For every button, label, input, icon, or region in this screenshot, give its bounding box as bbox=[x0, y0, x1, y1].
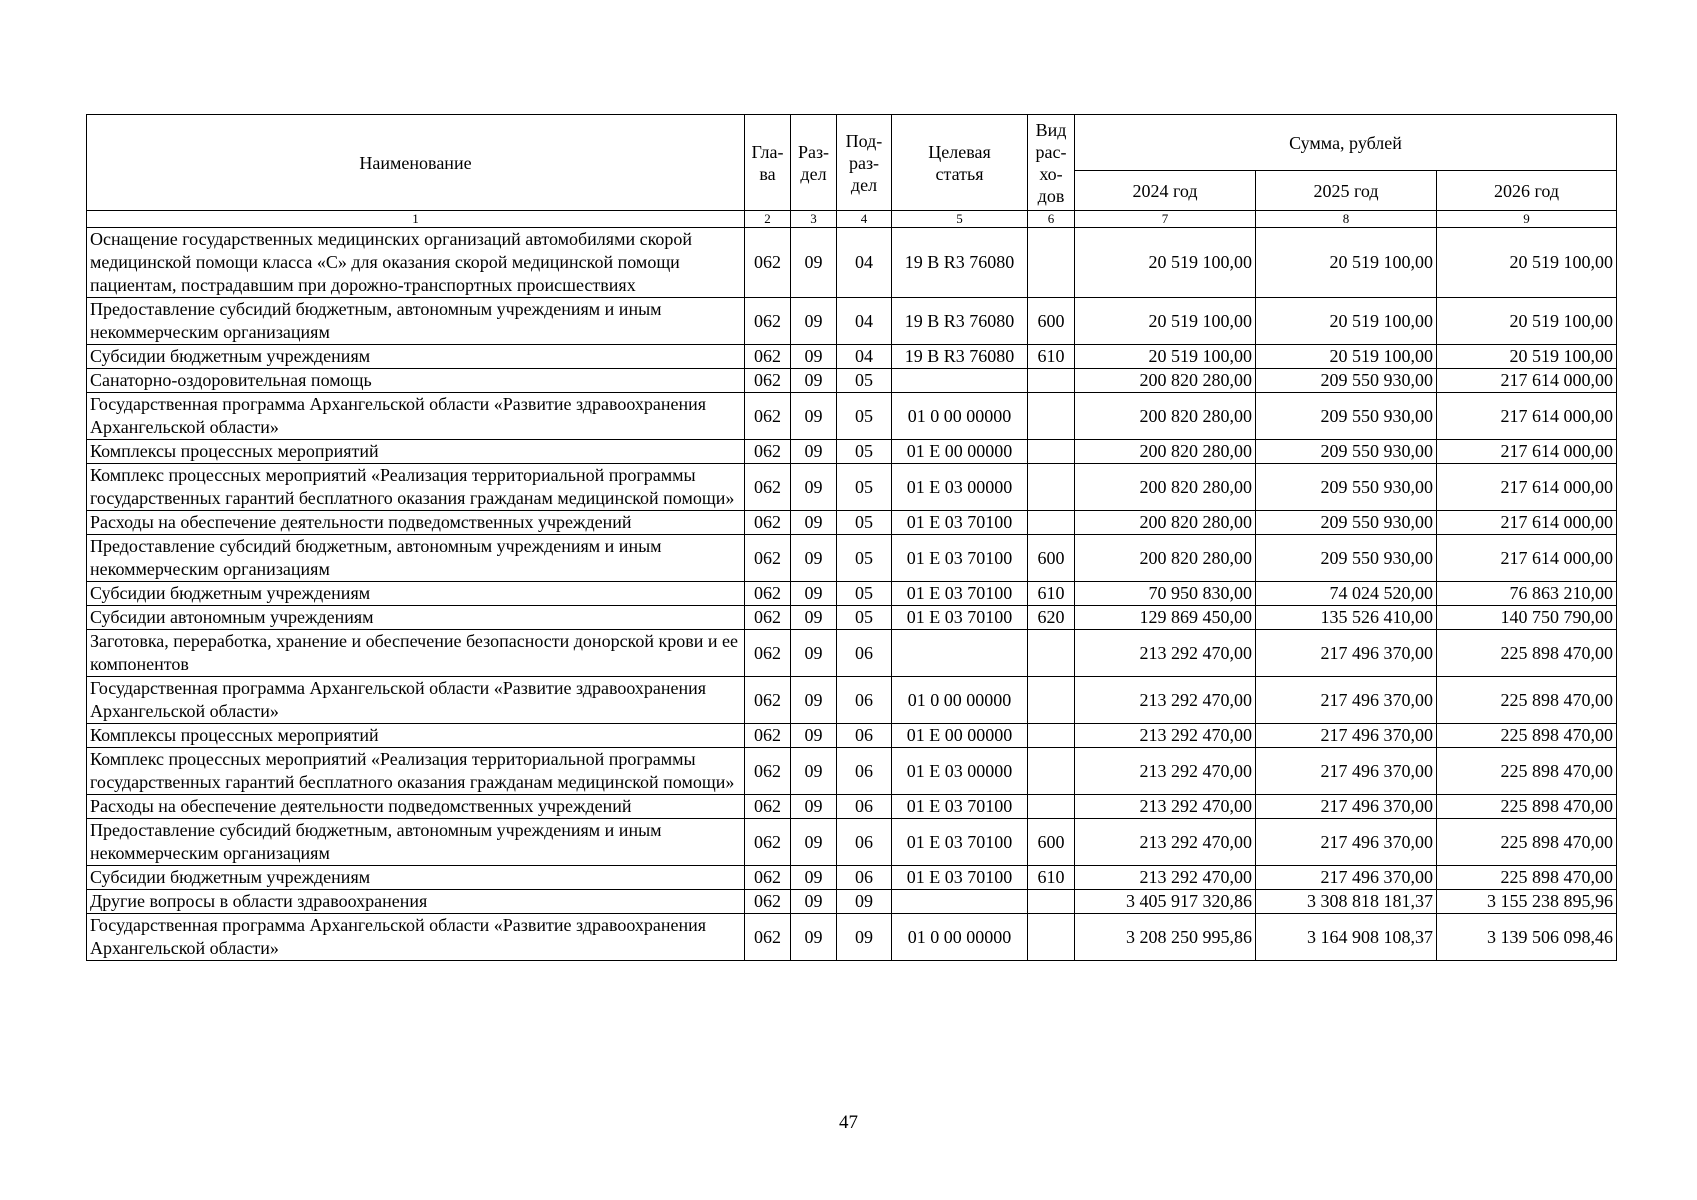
row-razdel: 09 bbox=[791, 535, 837, 582]
row-target-article bbox=[892, 369, 1028, 393]
row-amount-2026: 217 614 000,00 bbox=[1437, 369, 1617, 393]
table-row bbox=[87, 582, 1617, 606]
row-amount-2024: 20 519 100,00 bbox=[1075, 298, 1256, 345]
column-numbers-row bbox=[87, 211, 1617, 228]
row-amount-2024: 3 405 917 320,86 bbox=[1075, 890, 1256, 914]
row-podrazdel: 05 bbox=[837, 606, 892, 630]
row-razdel: 09 bbox=[791, 582, 837, 606]
row-name: Оснащение государственных медицинских организаций автомобилями скорой медицинской помощи класса «С» для оказания скорой медицинской помощи пациентам, пострадавшим при дорожно-транспортных происшествиях bbox=[87, 228, 745, 298]
row-razdel: 09 bbox=[791, 511, 837, 535]
column-number: 2 bbox=[745, 211, 791, 228]
table-row bbox=[87, 345, 1617, 369]
row-amount-2025: 217 496 370,00 bbox=[1256, 866, 1437, 890]
row-glava: 062 bbox=[745, 819, 791, 866]
row-razdel: 09 bbox=[791, 914, 837, 961]
row-podrazdel: 04 bbox=[837, 298, 892, 345]
row-target-article: 01 Е 03 70100 bbox=[892, 606, 1028, 630]
row-amount-2026: 225 898 470,00 bbox=[1437, 630, 1617, 677]
row-name: Предоставление субсидий бюджетным, автономным учреждениям и иным некоммерческим организациям bbox=[87, 298, 745, 345]
row-target-article bbox=[892, 890, 1028, 914]
row-razdel: 09 bbox=[791, 677, 837, 724]
row-amount-2024: 213 292 470,00 bbox=[1075, 819, 1256, 866]
row-expense-type bbox=[1028, 677, 1075, 724]
row-glava: 062 bbox=[745, 866, 791, 890]
table-row bbox=[87, 677, 1617, 724]
row-expense-type: 620 bbox=[1028, 606, 1075, 630]
table-row bbox=[87, 914, 1617, 961]
row-amount-2026: 3 155 238 895,96 bbox=[1437, 890, 1617, 914]
row-name: Комплексы процессных мероприятий bbox=[87, 440, 745, 464]
table-row bbox=[87, 511, 1617, 535]
row-name: Расходы на обеспечение деятельности подведомственных учреждений bbox=[87, 795, 745, 819]
row-amount-2025: 217 496 370,00 bbox=[1256, 630, 1437, 677]
row-target-article: 01 Е 03 70100 bbox=[892, 511, 1028, 535]
page-number: 47 bbox=[839, 1112, 858, 1133]
row-glava: 062 bbox=[745, 464, 791, 511]
table-row bbox=[87, 819, 1617, 866]
row-podrazdel: 05 bbox=[837, 440, 892, 464]
row-amount-2026: 76 863 210,00 bbox=[1437, 582, 1617, 606]
row-amount-2025: 217 496 370,00 bbox=[1256, 795, 1437, 819]
row-expense-type bbox=[1028, 748, 1075, 795]
row-razdel: 09 bbox=[791, 464, 837, 511]
row-amount-2025: 209 550 930,00 bbox=[1256, 511, 1437, 535]
row-amount-2024: 213 292 470,00 bbox=[1075, 795, 1256, 819]
row-expense-type: 610 bbox=[1028, 345, 1075, 369]
row-name: Государственная программа Архангельской области «Развитие здравоохранения Архангельской области» bbox=[87, 393, 745, 440]
row-razdel: 09 bbox=[791, 795, 837, 819]
row-target-article: 19 В R3 76080 bbox=[892, 298, 1028, 345]
table-row bbox=[87, 440, 1617, 464]
table-row bbox=[87, 890, 1617, 914]
row-expense-type bbox=[1028, 795, 1075, 819]
row-amount-2025: 217 496 370,00 bbox=[1256, 819, 1437, 866]
table-row bbox=[87, 606, 1617, 630]
row-amount-2024: 200 820 280,00 bbox=[1075, 464, 1256, 511]
row-amount-2026: 225 898 470,00 bbox=[1437, 748, 1617, 795]
column-number: 6 bbox=[1028, 211, 1075, 228]
row-target-article: 01 Е 00 00000 bbox=[892, 440, 1028, 464]
row-target-article: 01 Е 03 70100 bbox=[892, 535, 1028, 582]
row-name: Государственная программа Архангельской области «Развитие здравоохранения Архангельской области» bbox=[87, 914, 745, 961]
row-target-article: 01 Е 03 70100 bbox=[892, 795, 1028, 819]
row-expense-type bbox=[1028, 914, 1075, 961]
row-glava: 062 bbox=[745, 890, 791, 914]
row-amount-2026: 3 139 506 098,46 bbox=[1437, 914, 1617, 961]
row-podrazdel: 05 bbox=[837, 582, 892, 606]
row-razdel: 09 bbox=[791, 748, 837, 795]
row-target-article: 01 0 00 00000 bbox=[892, 393, 1028, 440]
row-name: Субсидии бюджетным учреждениям bbox=[87, 866, 745, 890]
row-amount-2025: 3 308 818 181,37 bbox=[1256, 890, 1437, 914]
column-number: 9 bbox=[1437, 211, 1617, 228]
row-name: Комплекс процессных мероприятий «Реализация территориальной программы государственных гарантий бесплатного оказания гражданам медицинской помощи» bbox=[87, 748, 745, 795]
row-glava: 062 bbox=[745, 228, 791, 298]
column-number: 5 bbox=[892, 211, 1028, 228]
header-name: Наименование bbox=[87, 115, 745, 211]
header-vid: Вид рас- хо- дов bbox=[1028, 115, 1075, 211]
row-podrazdel: 06 bbox=[837, 819, 892, 866]
row-name: Расходы на обеспечение деятельности подведомственных учреждений bbox=[87, 511, 745, 535]
row-amount-2025: 217 496 370,00 bbox=[1256, 677, 1437, 724]
row-glava: 062 bbox=[745, 724, 791, 748]
table-row bbox=[87, 298, 1617, 345]
row-glava: 062 bbox=[745, 795, 791, 819]
row-amount-2026: 225 898 470,00 bbox=[1437, 866, 1617, 890]
row-amount-2026: 217 614 000,00 bbox=[1437, 440, 1617, 464]
table-row bbox=[87, 630, 1617, 677]
row-target-article: 01 Е 03 00000 bbox=[892, 748, 1028, 795]
column-number: 7 bbox=[1075, 211, 1256, 228]
row-podrazdel: 06 bbox=[837, 795, 892, 819]
row-amount-2026: 225 898 470,00 bbox=[1437, 724, 1617, 748]
row-amount-2026: 217 614 000,00 bbox=[1437, 393, 1617, 440]
row-razdel: 09 bbox=[791, 819, 837, 866]
row-target-article: 01 Е 00 00000 bbox=[892, 724, 1028, 748]
row-expense-type bbox=[1028, 228, 1075, 298]
header-razdel: Раз- дел bbox=[791, 115, 837, 211]
row-razdel: 09 bbox=[791, 630, 837, 677]
row-amount-2024: 3 208 250 995,86 bbox=[1075, 914, 1256, 961]
row-amount-2025: 74 024 520,00 bbox=[1256, 582, 1437, 606]
header-target: Целевая статья bbox=[892, 115, 1028, 211]
row-amount-2026: 217 614 000,00 bbox=[1437, 535, 1617, 582]
row-target-article: 19 В R3 76080 bbox=[892, 345, 1028, 369]
row-razdel: 09 bbox=[791, 369, 837, 393]
row-amount-2025: 209 550 930,00 bbox=[1256, 440, 1437, 464]
row-podrazdel: 05 bbox=[837, 393, 892, 440]
row-name: Субсидии бюджетным учреждениям bbox=[87, 345, 745, 369]
row-podrazdel: 06 bbox=[837, 866, 892, 890]
row-expense-type bbox=[1028, 511, 1075, 535]
row-razdel: 09 bbox=[791, 228, 837, 298]
row-glava: 062 bbox=[745, 630, 791, 677]
table-row bbox=[87, 535, 1617, 582]
row-razdel: 09 bbox=[791, 345, 837, 369]
row-amount-2024: 200 820 280,00 bbox=[1075, 440, 1256, 464]
row-target-article bbox=[892, 630, 1028, 677]
header-year-2025: 2025 год bbox=[1256, 171, 1437, 211]
row-glava: 062 bbox=[745, 606, 791, 630]
row-amount-2024: 200 820 280,00 bbox=[1075, 511, 1256, 535]
row-amount-2024: 70 950 830,00 bbox=[1075, 582, 1256, 606]
row-glava: 062 bbox=[745, 393, 791, 440]
row-podrazdel: 05 bbox=[837, 511, 892, 535]
row-name: Другие вопросы в области здравоохранения bbox=[87, 890, 745, 914]
row-expense-type bbox=[1028, 440, 1075, 464]
row-amount-2026: 20 519 100,00 bbox=[1437, 345, 1617, 369]
row-amount-2026: 225 898 470,00 bbox=[1437, 795, 1617, 819]
table-row bbox=[87, 724, 1617, 748]
column-number: 3 bbox=[791, 211, 837, 228]
row-name: Комплексы процессных мероприятий bbox=[87, 724, 745, 748]
row-expense-type bbox=[1028, 890, 1075, 914]
column-number: 8 bbox=[1256, 211, 1437, 228]
table-row bbox=[87, 748, 1617, 795]
row-name: Предоставление субсидий бюджетным, автономным учреждениям и иным некоммерческим организациям bbox=[87, 819, 745, 866]
row-amount-2026: 225 898 470,00 bbox=[1437, 819, 1617, 866]
row-amount-2024: 200 820 280,00 bbox=[1075, 535, 1256, 582]
row-glava: 062 bbox=[745, 748, 791, 795]
row-amount-2026: 217 614 000,00 bbox=[1437, 511, 1617, 535]
table-row bbox=[87, 228, 1617, 298]
row-amount-2024: 20 519 100,00 bbox=[1075, 228, 1256, 298]
header-year-2024: 2024 год bbox=[1075, 171, 1256, 211]
table-row bbox=[87, 795, 1617, 819]
row-name: Санаторно-оздоровительная помощь bbox=[87, 369, 745, 393]
row-expense-type bbox=[1028, 393, 1075, 440]
row-glava: 062 bbox=[745, 677, 791, 724]
row-razdel: 09 bbox=[791, 866, 837, 890]
row-target-article: 01 Е 03 70100 bbox=[892, 866, 1028, 890]
row-podrazdel: 05 bbox=[837, 369, 892, 393]
row-amount-2026: 217 614 000,00 bbox=[1437, 464, 1617, 511]
row-amount-2025: 20 519 100,00 bbox=[1256, 345, 1437, 369]
table-row bbox=[87, 393, 1617, 440]
row-expense-type bbox=[1028, 724, 1075, 748]
row-razdel: 09 bbox=[791, 606, 837, 630]
table-row bbox=[87, 369, 1617, 393]
row-podrazdel: 04 bbox=[837, 228, 892, 298]
row-amount-2024: 129 869 450,00 bbox=[1075, 606, 1256, 630]
row-amount-2025: 217 496 370,00 bbox=[1256, 748, 1437, 795]
row-amount-2025: 20 519 100,00 bbox=[1256, 298, 1437, 345]
row-podrazdel: 09 bbox=[837, 890, 892, 914]
row-amount-2025: 209 550 930,00 bbox=[1256, 535, 1437, 582]
row-glava: 062 bbox=[745, 511, 791, 535]
row-amount-2024: 213 292 470,00 bbox=[1075, 866, 1256, 890]
row-target-article: 19 В R3 76080 bbox=[892, 228, 1028, 298]
row-amount-2024: 200 820 280,00 bbox=[1075, 369, 1256, 393]
row-amount-2024: 200 820 280,00 bbox=[1075, 393, 1256, 440]
table-body bbox=[87, 228, 1617, 961]
row-glava: 062 bbox=[745, 345, 791, 369]
row-podrazdel: 06 bbox=[837, 677, 892, 724]
row-amount-2026: 20 519 100,00 bbox=[1437, 298, 1617, 345]
row-amount-2026: 225 898 470,00 bbox=[1437, 677, 1617, 724]
row-name: Комплекс процессных мероприятий «Реализация территориальной программы государственных гарантий бесплатного оказания гражданам медицинской помощи» bbox=[87, 464, 745, 511]
row-expense-type bbox=[1028, 464, 1075, 511]
row-amount-2025: 209 550 930,00 bbox=[1256, 393, 1437, 440]
row-glava: 062 bbox=[745, 914, 791, 961]
row-glava: 062 bbox=[745, 535, 791, 582]
row-name: Субсидии бюджетным учреждениям bbox=[87, 582, 745, 606]
budget-table bbox=[86, 114, 1617, 961]
row-amount-2025: 20 519 100,00 bbox=[1256, 228, 1437, 298]
row-podrazdel: 06 bbox=[837, 748, 892, 795]
row-name: Заготовка, переработка, хранение и обеспечение безопасности донорской крови и ее компонентов bbox=[87, 630, 745, 677]
row-podrazdel: 05 bbox=[837, 464, 892, 511]
row-amount-2024: 20 519 100,00 bbox=[1075, 345, 1256, 369]
row-razdel: 09 bbox=[791, 393, 837, 440]
table-row bbox=[87, 464, 1617, 511]
row-razdel: 09 bbox=[791, 298, 837, 345]
header-year-2026: 2026 год bbox=[1437, 171, 1617, 211]
row-name: Субсидии автономным учреждениям bbox=[87, 606, 745, 630]
row-amount-2024: 213 292 470,00 bbox=[1075, 748, 1256, 795]
row-amount-2025: 217 496 370,00 bbox=[1256, 724, 1437, 748]
row-glava: 062 bbox=[745, 369, 791, 393]
row-name: Государственная программа Архангельской области «Развитие здравоохранения Архангельской области» bbox=[87, 677, 745, 724]
header-podrazdel: Под- раз- дел bbox=[837, 115, 892, 211]
row-glava: 062 bbox=[745, 440, 791, 464]
row-podrazdel: 06 bbox=[837, 630, 892, 677]
row-expense-type: 610 bbox=[1028, 582, 1075, 606]
row-amount-2024: 213 292 470,00 bbox=[1075, 677, 1256, 724]
row-expense-type: 600 bbox=[1028, 819, 1075, 866]
row-target-article: 01 Е 03 70100 bbox=[892, 819, 1028, 866]
row-amount-2024: 213 292 470,00 bbox=[1075, 724, 1256, 748]
row-amount-2025: 209 550 930,00 bbox=[1256, 464, 1437, 511]
row-razdel: 09 bbox=[791, 890, 837, 914]
row-expense-type: 600 bbox=[1028, 298, 1075, 345]
row-target-article: 01 0 00 00000 bbox=[892, 914, 1028, 961]
row-glava: 062 bbox=[745, 582, 791, 606]
header-glava: Гла- ва bbox=[745, 115, 791, 211]
row-target-article: 01 0 00 00000 bbox=[892, 677, 1028, 724]
row-amount-2025: 3 164 908 108,37 bbox=[1256, 914, 1437, 961]
row-glava: 062 bbox=[745, 298, 791, 345]
row-podrazdel: 09 bbox=[837, 914, 892, 961]
row-razdel: 09 bbox=[791, 724, 837, 748]
row-podrazdel: 05 bbox=[837, 535, 892, 582]
table-row bbox=[87, 866, 1617, 890]
row-amount-2024: 213 292 470,00 bbox=[1075, 630, 1256, 677]
header-summa: Сумма, рублей bbox=[1075, 115, 1617, 171]
row-amount-2025: 209 550 930,00 bbox=[1256, 369, 1437, 393]
column-number: 4 bbox=[837, 211, 892, 228]
row-amount-2026: 140 750 790,00 bbox=[1437, 606, 1617, 630]
row-razdel: 09 bbox=[791, 440, 837, 464]
row-name: Предоставление субсидий бюджетным, автономным учреждениям и иным некоммерческим организациям bbox=[87, 535, 745, 582]
row-amount-2025: 135 526 410,00 bbox=[1256, 606, 1437, 630]
row-podrazdel: 06 bbox=[837, 724, 892, 748]
row-expense-type bbox=[1028, 369, 1075, 393]
row-amount-2026: 20 519 100,00 bbox=[1437, 228, 1617, 298]
row-target-article: 01 Е 03 70100 bbox=[892, 582, 1028, 606]
row-expense-type: 600 bbox=[1028, 535, 1075, 582]
row-podrazdel: 04 bbox=[837, 345, 892, 369]
row-expense-type: 610 bbox=[1028, 866, 1075, 890]
row-target-article: 01 Е 03 00000 bbox=[892, 464, 1028, 511]
column-number: 1 bbox=[87, 211, 745, 228]
row-expense-type bbox=[1028, 630, 1075, 677]
